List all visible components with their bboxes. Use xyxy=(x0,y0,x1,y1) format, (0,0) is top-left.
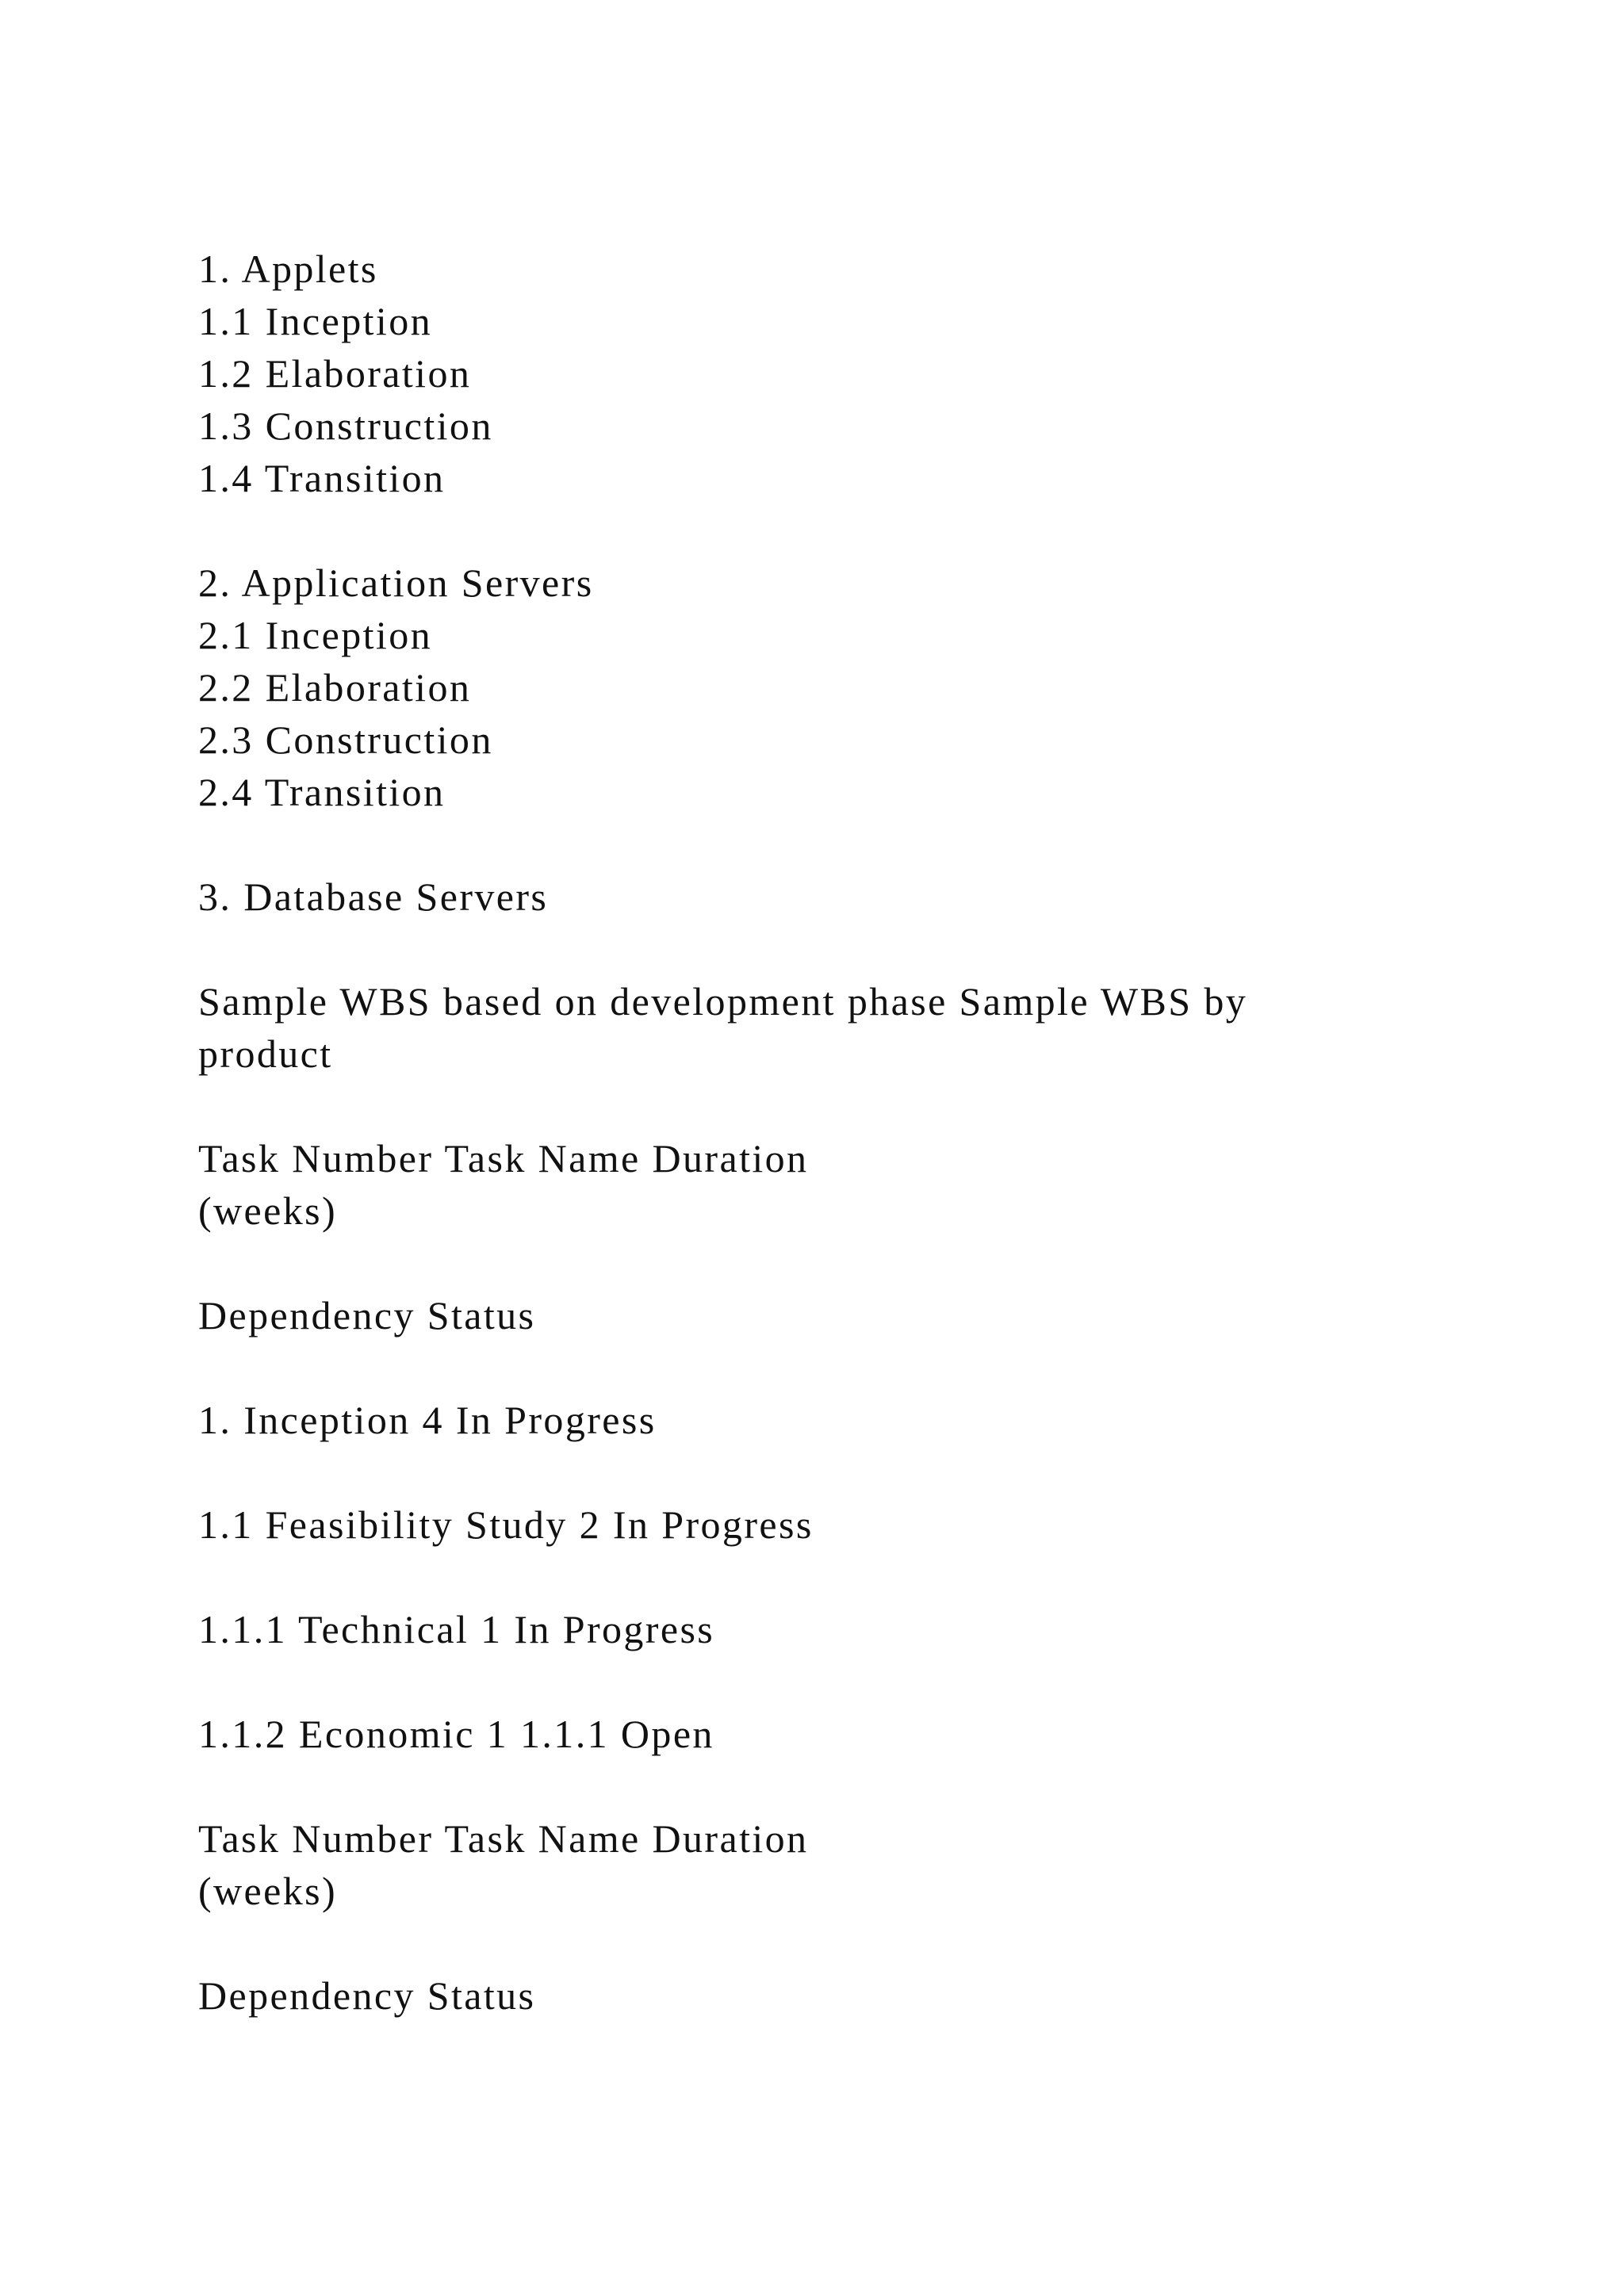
caption-line: Sample WBS based on development phase Sample WBS by xyxy=(198,979,1248,1024)
section-database-servers xyxy=(198,871,1435,923)
section-heading: 3. Database Servers xyxy=(198,874,549,919)
task-table-header-repeat xyxy=(198,1812,1435,2022)
spacer xyxy=(198,1760,1435,1812)
list-item: 1.1 Inception xyxy=(198,299,433,343)
list-item: 1.3 Construction xyxy=(198,404,493,448)
caption-line: product xyxy=(198,1031,333,1076)
table-row: 1.1.1 Technical 1 In Progress xyxy=(198,1607,715,1651)
list-item: 2.4 Transition xyxy=(198,770,446,814)
section-application-servers xyxy=(198,557,1435,818)
spacer xyxy=(198,1917,1435,1969)
header-line: (weeks) xyxy=(198,1188,338,1233)
table-row: 1.1 Feasibility Study 2 In Progress xyxy=(198,1502,814,1547)
list-item: 1.2 Elaboration xyxy=(198,351,472,396)
task-table-rows xyxy=(198,1394,1435,1760)
list-item: 2.3 Construction xyxy=(198,718,493,762)
table-row: 1. Inception 4 In Progress xyxy=(198,1398,657,1442)
spacer xyxy=(198,1655,1435,1708)
section-heading: 2. Application Servers xyxy=(198,561,594,605)
list-item: 2.2 Elaboration xyxy=(198,665,472,710)
document-body xyxy=(198,243,1435,2022)
spacer xyxy=(198,923,1435,975)
header-line: Dependency Status xyxy=(198,1293,536,1337)
list-item: 1.4 Transition xyxy=(198,456,446,500)
list-item: 2.1 Inception xyxy=(198,613,433,657)
spacer xyxy=(198,1237,1435,1289)
spacer xyxy=(198,1341,1435,1394)
header-line: Dependency Status xyxy=(198,1973,536,2018)
header-line: Task Number Task Name Duration xyxy=(198,1136,809,1181)
wbs-caption xyxy=(198,975,1435,1080)
spacer xyxy=(198,1080,1435,1132)
header-line: Task Number Task Name Duration xyxy=(198,1816,809,1861)
section-applets xyxy=(198,243,1435,504)
spacer xyxy=(198,1446,1435,1498)
table-row: 1.1.2 Economic 1 1.1.1 Open xyxy=(198,1712,714,1756)
spacer xyxy=(198,818,1435,871)
task-table-header xyxy=(198,1132,1435,1341)
spacer xyxy=(198,1551,1435,1603)
header-line: (weeks) xyxy=(198,1869,338,1913)
section-heading: 1. Applets xyxy=(198,247,378,291)
spacer xyxy=(198,504,1435,557)
